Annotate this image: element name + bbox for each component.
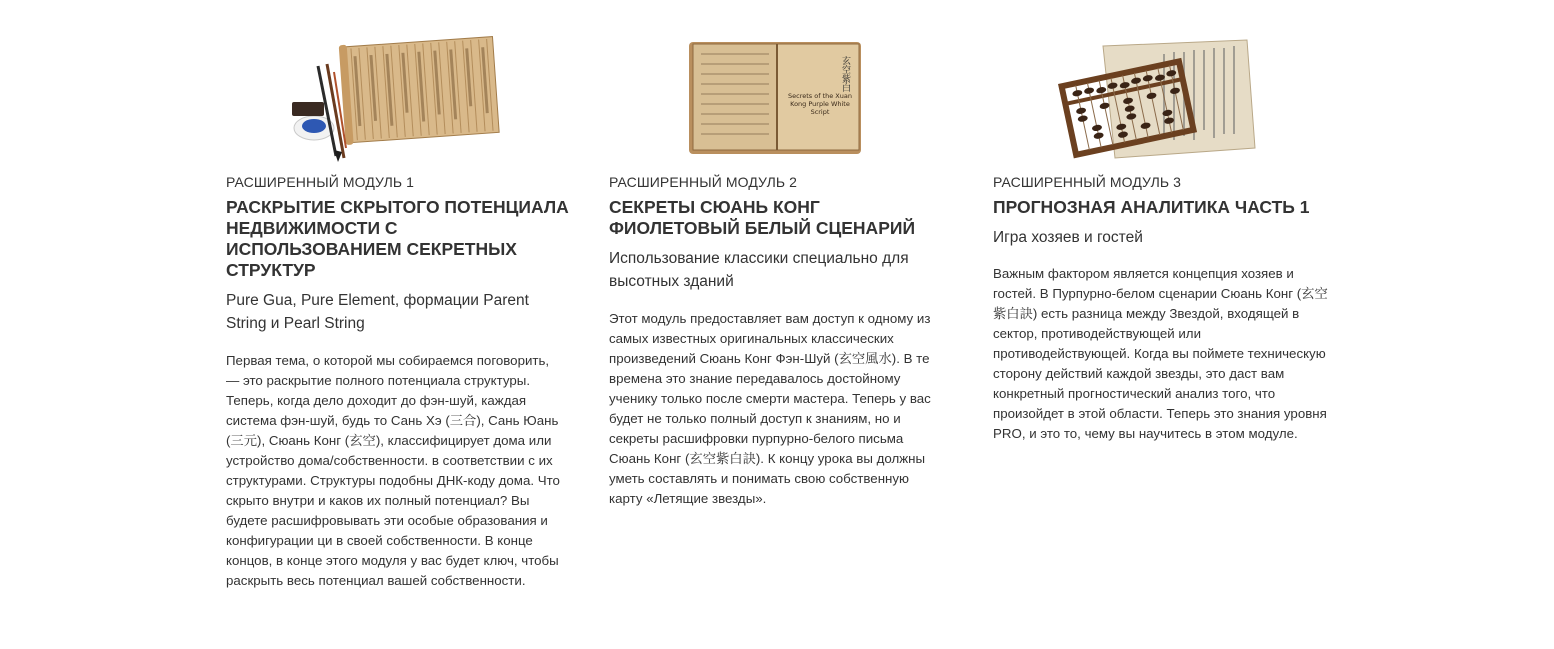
abacus-and-manuscript-icon: [993, 30, 1333, 170]
bamboo-scroll-with-brushes-icon: [226, 30, 566, 170]
module-title: ПРОГНОЗНАЯ АНАЛИТИКА ЧАСТЬ 1: [993, 197, 1310, 217]
book-cover-characters: 玄空紫白: [840, 56, 850, 92]
module-overline: РАСШИРЕННЫЙ МОДУЛЬ 3: [993, 174, 1182, 190]
module-subtitle: Игра хозяев и гостей: [993, 229, 1143, 246]
module-description: Этот модуль предоставляет вам доступ к одному из самых известных оригинальных классических произведений Сюань Конг Фэн-Шуй (玄空風水). В те времена это знание передавалось достойному ученику только после смерти мастера. Теперь у вас будет не только полный доступ к знаниям, но и секреты расшифровки пурпурно-белого письма Сюань Конг (玄空紫白訣). К концу урока вы должны уметь составлять и понимать свою собственную карту «Летящие звезды».: [609, 311, 931, 506]
module-description: Важным фактором является концепция хозяев и гостей. В Пурпурно-белом сценарии Сюань Конг (玄空紫白訣) есть разница между Звездой, входящей в сектор, противодействующей или противодействующей. Когда вы поймете техническую сторону действий каждой звезды, это даст вам конкретный прогностический анализ того, что произойдет в этой области. Теперь это знания уровня PRO, и это то, чему вы научитесь в этом модуле.: [993, 266, 1328, 441]
module-title: СЕКРЕТЫ СЮАНЬ КОНГ ФИОЛЕТОВЫЙ БЕЛЫЙ СЦЕНАРИЙ: [609, 197, 916, 238]
module-title: РАСКРЫТИЕ СКРЫТОГО ПОТЕНЦИАЛА НЕДВИЖИМОСТИ С ИСПОЛЬЗОВАНИЕМ СЕКРЕТНЫХ СТРУКТУР: [226, 197, 569, 280]
book-cover-title: Secrets of the Xuan Kong Purple White Script: [788, 92, 852, 116]
ancient-book-icon: [609, 30, 949, 170]
module-overline: РАСШИРЕННЫЙ МОДУЛЬ 2: [609, 174, 798, 190]
module-subtitle: Pure Gua, Pure Element, формации Parent String и Pearl String: [226, 292, 529, 332]
module-overline: РАСШИРЕННЫЙ МОДУЛЬ 1: [226, 174, 415, 190]
module-subtitle: Использование классики специально для высотных зданий: [609, 250, 909, 290]
module-description: Первая тема, о которой мы собираемся поговорить, — это раскрытие полного потенциала структуры. Теперь, когда дело доходит до фэн-шуй, каждая система фэн-шуй, будь то Сань Хэ (三合), Сань Юань (三元), Сюань Конг (玄空), классифицирует дома или устройство дома/собственности. в соответствии с их структурами. Структуры подобны ДНК-коду дома. Что скрыто внутри и каков их полный потенциал? Вы будете расшифровывать эти особые образования и конфигурации ци в своей собственности. В конце концов, в конце этого модуля у вас будет ключ, чтобы раскрыть весь потенциал вашей собственности.: [226, 353, 560, 588]
